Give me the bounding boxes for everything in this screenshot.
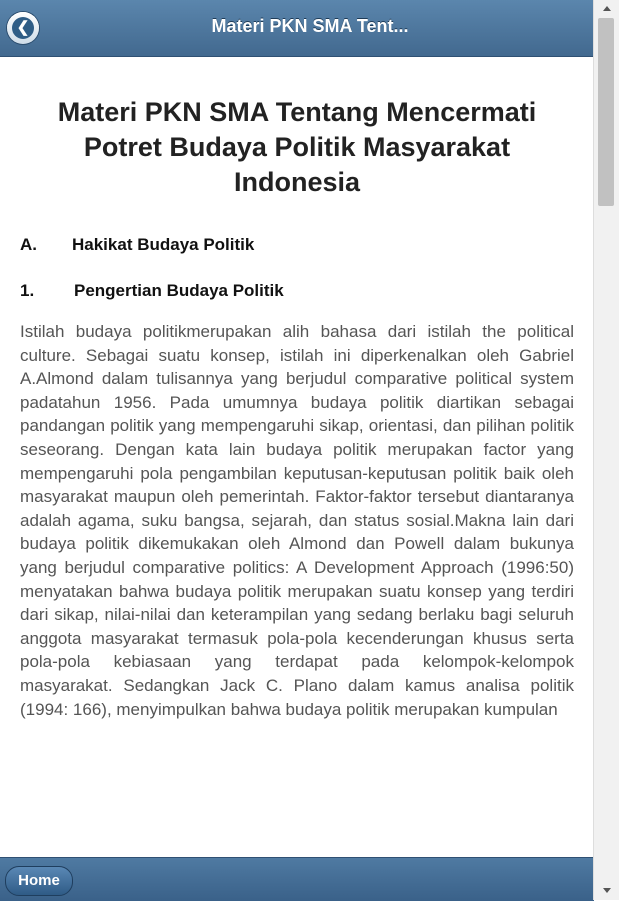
scroll-up-arrow-icon[interactable] [603, 6, 611, 11]
back-button[interactable] [7, 12, 39, 44]
section-heading-1 [20, 281, 574, 301]
chevron-left-icon: ❮ [12, 17, 34, 39]
section-title: Pengertian Budaya Politik [74, 281, 284, 300]
footer-bar [0, 857, 594, 901]
article-paragraph: Istilah budaya politikmerupakan alih bahasa dari istilah the political culture. Sebagai suatu konsep, istilah ini diperkenalkan oleh Gabriel A.Almond dalam tulisannya yang berjudul comparative political system padatahun 1956. Pada umumnya budaya politik diartikan sebagai pandangan politik yang mempengaruhi sikap, orientasi, dan pilihan politik seseorang. Dengan kata lain budaya politik merupakan factor yang mempengaruhi pola pengambilan keputusan-keputusan politik baik oleh masyarakat maupun oleh pemerintah. Faktor-faktor tersebut diantaranya adalah agama, suku bangsa, sejarah, dan status sosial.Makna lain dari budaya politik dikemukakan oleh Almond dan Powell dalam bukunya yang berjudul comparative politics: A Development Approach (1996:50) menyatakan bahwa budaya politik merupakan suatu konsep yang terdiri dari sikap, nilai-nilai dan keterampilan yang sedang berlaku bagi seluruh anggota masyarakat termasuk pola-pola kecenderungan khusus serta pola-pola kebiasaan yang terdapat pada kelompok-kelompok masyarakat. Sedangkan Jack C. Plano dalam kamus analisa politik (1994: 166), menyimpulkan bahwa budaya politik merupakan kumpulan [20, 322, 574, 719]
section-number: 1. [20, 281, 35, 300]
page-title: Materi PKN SMA Tent... [211, 16, 409, 36]
article-content[interactable] [0, 57, 594, 857]
app-header [0, 0, 594, 57]
section-title: Hakikat Budaya Politik [72, 235, 255, 254]
home-button[interactable]: Home [5, 866, 73, 896]
scrollbar[interactable] [593, 0, 619, 900]
section-number: A. [20, 235, 37, 254]
article-heading: Materi PKN SMA Tentang Mencermati Potret Budaya Politik Masyarakat Indonesia [57, 97, 537, 197]
section-heading-a [20, 235, 574, 255]
scroll-down-arrow-icon[interactable] [603, 888, 611, 893]
scrollbar-thumb[interactable] [598, 18, 614, 206]
